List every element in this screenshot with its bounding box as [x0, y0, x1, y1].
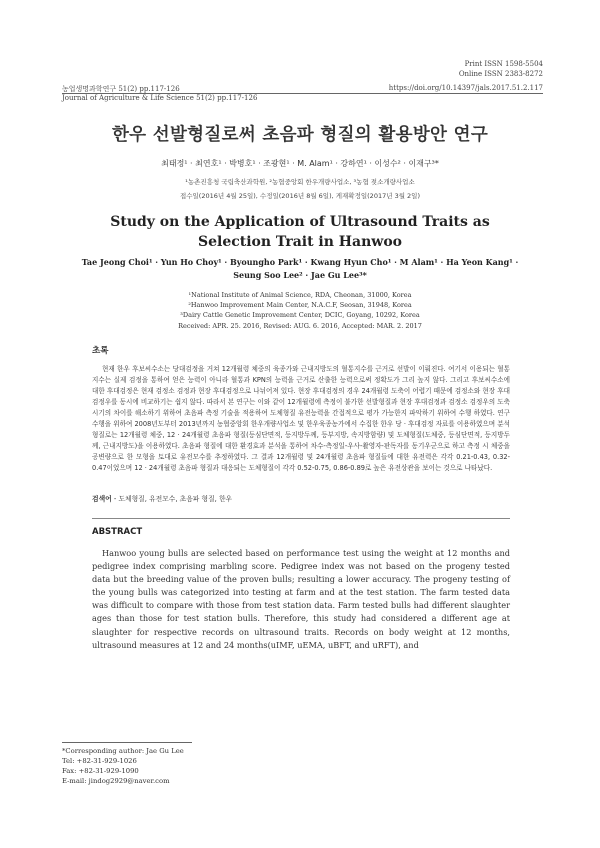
- footnote-line: Fax: +82-31-929-1090: [62, 767, 139, 775]
- affiliations-korean: ¹농촌진흥청 국립축산과학원, ²농협중앙회 한우개량사업소, ³농협 젖소개량사업소: [185, 178, 415, 186]
- abstract-en-heading: ABSTRACT: [92, 527, 143, 537]
- abstract-english: [92, 547, 510, 652]
- doi-link[interactable]: https://doi.org/10.14397/jals.2017.51.2.117: [388, 84, 543, 92]
- authors-english: [60, 256, 540, 282]
- title-english-line: Selection Trait in Hanwoo: [197, 234, 403, 250]
- title-english-line: Study on the Application of Ultrasound Traits as: [110, 214, 490, 230]
- journal-citation-ko: 농업생명과학연구 51(2) pp.117-126: [62, 85, 180, 93]
- footnote: [62, 746, 184, 786]
- footnote-email[interactable]: E-mail: jindog2929@naver.com: [62, 777, 170, 785]
- keywords-label: 검색어: [92, 495, 112, 503]
- abstract-english-text: Hanwoo young bulls are selected based on performance test using the weight at 12 months and pedigree index comprising marbling score. Pedigree index was not based on the progeny tested data but the breeding value of the proven bulls; resulting a lower accuracy. The progeny testing of the young bulls was categorized into testing at farm and at the test station. The farm tested data was difficult to compare with those from test station data. Farm tested bulls had different slaughter ages than those for test station bulls. Therefore, this study had considered a different age at slaughter for respective records on ultrasound traits. Records on body weight at 12 months, ultrasound measures at 12 and 24 months(uIMF, uEMA, uBFT, and uRFT), and: [92, 548, 510, 650]
- affiliation-line: ²Hanwoo Improvement Main Center, N.A.C.F, Seosan, 31948, Korea: [188, 301, 412, 309]
- section-divider: [92, 518, 510, 519]
- footnote-line: Tel: +82-31-929-1026: [62, 757, 137, 765]
- authors-korean: 최태정¹ · 최연호¹ · 박병호¹ · 조광현¹ · M. Alam¹ · 강하연¹ · 이성수² · 이재구³*: [161, 159, 439, 168]
- title-korean: 한우 선발형질로써 초음파 형질의 활용방안 연구: [111, 125, 489, 145]
- authors-english-line: Tae Jeong Choi¹ · Yun Ho Choy¹ · Byoungho Park¹ · Kwang Hyun Cho¹ · M Alam¹ · Ha Yeon Kang¹ ·: [81, 257, 519, 267]
- issn-block: [459, 59, 543, 79]
- abstract-ko-heading: 초록: [92, 346, 109, 356]
- footnote-line: *Corresponding author: Jae Gu Lee: [62, 747, 184, 755]
- print-issn: Print ISSN 1598-5504: [464, 60, 543, 68]
- affiliations-english: [0, 290, 600, 320]
- affiliation-line: ³Dairy Cattle Genetic Improvement Center, DCIC, Goyang, 10292, Korea: [180, 311, 420, 319]
- keywords: [92, 493, 232, 503]
- journal-citation-en: Journal of Agriculture & Life Science 51(2) pp.117-126: [62, 94, 258, 102]
- keywords-list: - 도체형질, 유전모수, 초음파 형질, 한우: [113, 495, 233, 503]
- dates-korean: 접수일(2016년 4월 25일), 수정일(2016년 8월 6일), 게재확정일(2017년 3월 2일): [179, 192, 421, 200]
- abstract-korean-text: 현재 한우 후보씨수소는 당대검정을 거쳐 12개월령 체중의 육종가와 근내지방도의 혈통지수를 근거로 선발이 이뤄진다. 여기서 이용되는 혈통지수는 실제 검정을 통하여 얻은 능력이 아니라 혈통과 KPN의 능력을 근거로 산출한 능력으로써 정확도가 그리 높지 않다. 그리고 후보씨수소에 대한 후대검정은 현재 검정소 검정과 현장 후대검정으로 나뉘어져 있다. 현장 후대검정의 경우 24개월령 도축이 어렵기 때문에 검정소와 현장 후대검정우를 동시에 비교하기는 쉽지 않다. 따라서 본 연구는 이와 같이 12개월령에 측정이 불가한 선발형질과 현장 후대검정과 검정소 검정우의 도축시기의 차이를 해소하기 위하여 초음파 측정 기술을 적용하여 도체형질 유전능력을 간접적으로 평가 가능한지 파악하기 위하여 수행 하였다. 연구수행을 위하여 2008년도부터 2013년까지 농협중앙회 한우개량사업소 및 한우육종농가에서 수집한 한우 당 · 후대검정 자료를 이용하였으며 분석형질로는 12개월령 체중, 12 · 24개월령 초음파 형질(등심단면적, 등지방두께, 등부지방, 속지방함량) 및 도체형질(도체중, 등심단면적, 등지방두께, 근내지방도)을 이용하였다. 초음파 형질에 대한 환경효과 분석을 통하여 차수-측정일-우사-촬영자-판독자를 동기우군으로 하고 측정 시 체중을 공변량으로 한 모형을 토대로 유전모수를 추정하였다. 그 결과 12개월령 및 24개월령 초음파 형질들에 대한 유전력은 각각 0.21-0.43, 0.32-0.47이었으며 12 · 24개월령 초음파 형질과 대응되는 도체형질이 각각 0.52-0.75, 0.86-0.89로 높은 유전상관을 보이는 것으로 나타났다.: [92, 365, 510, 472]
- authors-english-line: Seung Soo Lee² · Jae Gu Lee³*: [233, 270, 367, 280]
- online-issn: Online ISSN 2383-8272: [458, 70, 543, 78]
- affiliation-line: ¹National Institute of Animal Science, RDA, Cheonan, 31000, Korea: [188, 291, 412, 299]
- footnote-divider: [62, 742, 192, 743]
- abstract-korean: [92, 364, 510, 474]
- title-english: [0, 212, 600, 252]
- dates-english: Received: APR. 25. 2016, Revised: AUG. 6. 2016, Accepted: MAR. 2. 2017: [178, 322, 422, 330]
